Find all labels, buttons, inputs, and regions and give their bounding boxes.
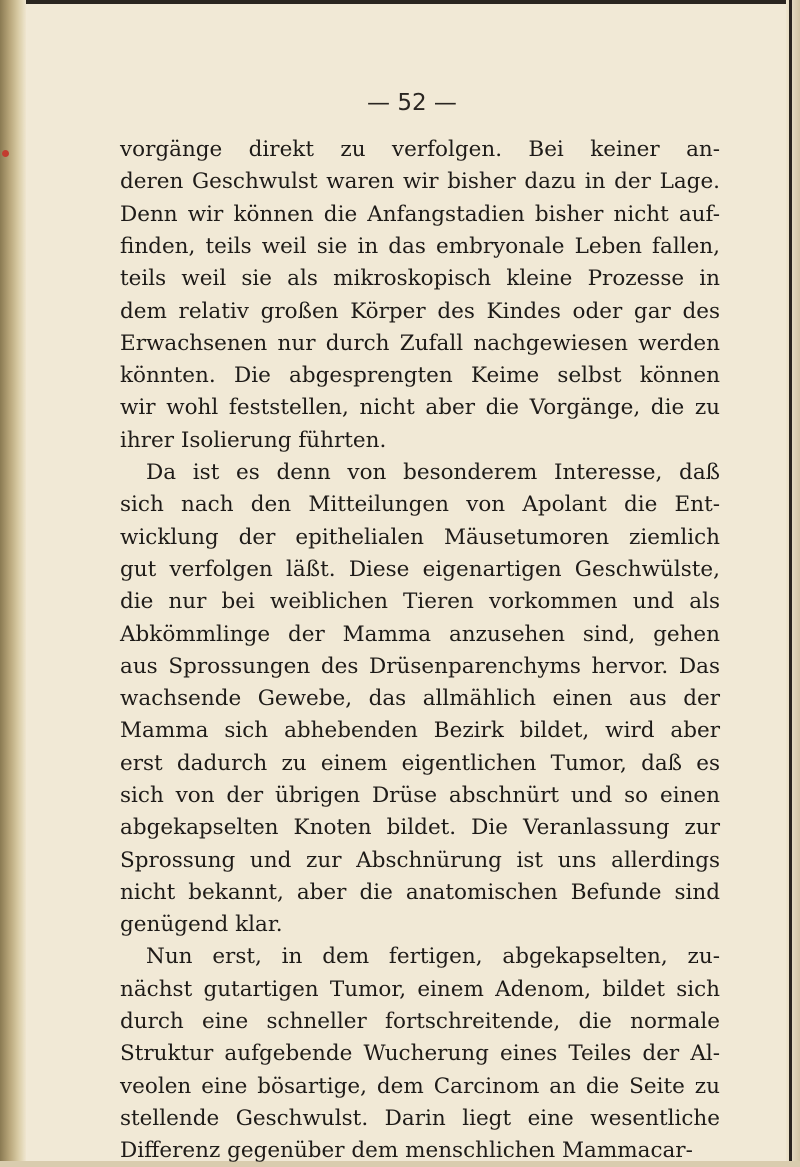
text-line: sich von der übrigen Drüse abschnürt und so einen [120, 783, 720, 808]
text-line: veolen eine bösartige, dem Carcinom an die Seite zu [120, 1074, 720, 1099]
page-number: — 52 — [367, 90, 457, 116]
text-line: sich nach den Mitteilungen von Apolant die Ent- [120, 492, 720, 517]
text-line: erst dadurch zu einem eigentlichen Tumor, daß es [120, 751, 720, 776]
text-line: dem relativ großen Körper des Kindes oder gar des [120, 299, 720, 324]
text-line: deren Geschwulst waren wir bisher dazu in der Lage. [120, 169, 720, 194]
text-line: nächst gutartigen Tumor, einem Adenom, bildet sich [120, 977, 720, 1002]
text-line: wachsende Gewebe, das allmählich einen aus der [120, 686, 720, 711]
text-line: Erwachsenen nur durch Zufall nachgewiesen werden [120, 331, 720, 356]
text-line: teils weil sie als mikroskopisch kleine Prozesse in [120, 266, 720, 291]
text-line: stellende Geschwulst. Darin liegt eine wesentliche [120, 1106, 720, 1131]
text-line: wicklung der epithelialen Mäusetumoren ziemlich [120, 525, 720, 550]
text-line: wir wohl feststellen, nicht aber die Vorgänge, die zu [120, 395, 720, 420]
text-line: vorgänge direkt zu verfolgen. Bei keiner an- [120, 137, 720, 162]
text-line: abgekapselten Knoten bildet. Die Veranlassung zur [120, 815, 720, 840]
text-line: ihrer Isolierung führten. [120, 428, 387, 453]
text-line: nicht bekannt, aber die anatomischen Befunde sind [120, 880, 720, 905]
text-line: gut verfolgen läßt. Diese eigenartigen Geschwülste, [120, 557, 720, 582]
text-line: Da ist es denn von besonderem Interesse, daß [146, 460, 720, 485]
text-line: die nur bei weiblichen Tieren vorkommen und als [120, 589, 720, 614]
text-line: aus Sprossungen des Drüsenparenchyms hervor. Das [120, 654, 720, 679]
text-line: Abkömmlinge der Mamma anzusehen sind, gehen [120, 622, 720, 647]
text-line: Denn wir können die Anfangstadien bisher nicht auf- [120, 202, 720, 227]
text-line: genügend klar. [120, 912, 283, 937]
text-line: Mamma sich abhebenden Bezirk bildet, wird aber [120, 718, 720, 743]
text-line: finden, teils weil sie in das embryonale Leben fallen, [120, 234, 720, 259]
text-line: durch eine schneller fortschreitende, die normale [120, 1009, 720, 1034]
text-line: Nun erst, in dem fertigen, abgekapselten, zu- [146, 944, 720, 969]
text-line: Differenz gegenüber dem menschlichen Mammacar- [120, 1138, 693, 1163]
text-line: Sprossung und zur Abschnürung ist uns allerdings [120, 848, 720, 873]
text-line: Struktur aufgebende Wucherung eines Teiles der Al- [120, 1041, 720, 1066]
text-line: könnten. Die abgesprengten Keime selbst können [120, 363, 720, 388]
